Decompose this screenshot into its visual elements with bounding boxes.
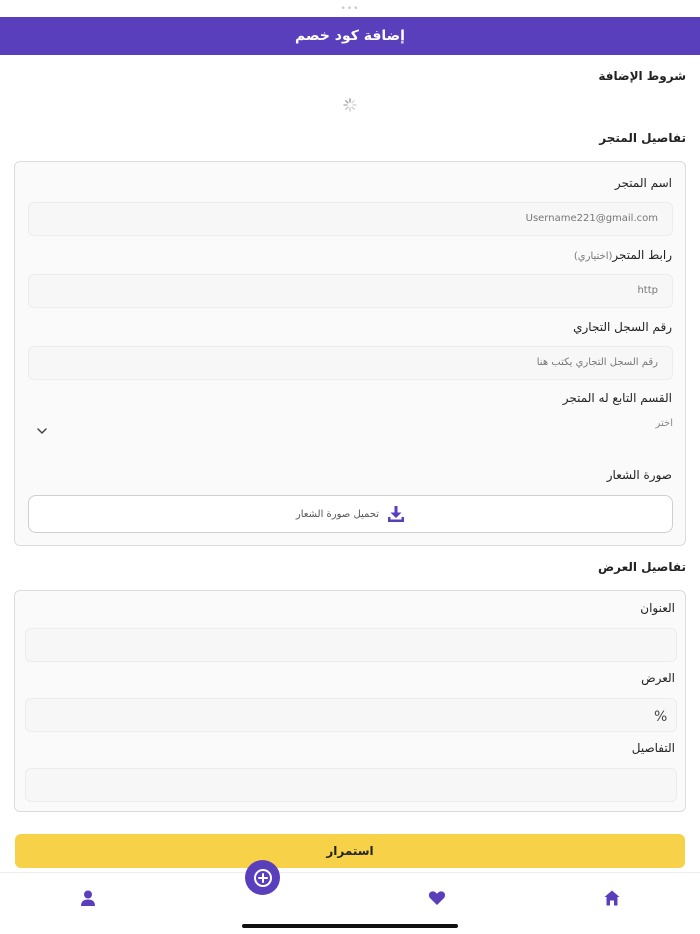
home-indicator [242,924,458,928]
download-icon [387,505,405,523]
offer-label: العرض [641,671,675,685]
store-link-label-text: رابط المتجر [612,248,672,262]
store-name-input[interactable] [28,202,673,236]
store-details-title: تفاصيل المتجر [599,131,686,145]
commercial-register-input[interactable] [28,346,673,380]
loading-spinner-icon [343,98,357,112]
store-link-input[interactable] [28,274,673,308]
details-label: التفاصيل [631,741,675,755]
page-title: إضافة كود خصم [295,28,405,44]
address-label: العنوان [640,601,675,615]
store-link-label [574,248,672,262]
store-category-label: القسم التابع له المتجر [562,391,672,405]
store-details-card [14,161,686,546]
offer-details-title: تفاصيل العرض [597,560,686,574]
store-category-value: اختر [655,418,673,429]
details-input[interactable] [25,768,677,802]
continue-label: استمرار [326,844,374,858]
offer-input[interactable] [25,698,677,732]
status-dots: ••• [340,4,360,14]
header-bar [0,17,700,55]
terms-title: شروط الإضافة [598,69,686,83]
store-name-value: Username221@gmail.com [525,213,658,224]
commercial-register-label: رقم السجل التجاري [573,320,672,334]
logo-label: صورة الشعار [606,468,672,482]
store-link-optional: (اختياري) [573,251,613,262]
store-category-select[interactable] [28,412,673,446]
continue-button[interactable] [15,834,685,868]
commercial-register-placeholder: رقم السجل التجاري يكتب هنا [536,357,658,368]
upload-logo-label: تحميل صورة الشعار [295,508,380,520]
address-input[interactable] [25,628,677,662]
heart-icon[interactable] [428,889,446,907]
plus-icon [253,868,273,888]
store-name-label: اسم المتجر [614,176,672,190]
person-icon[interactable] [79,889,97,907]
percent-sign: % [654,709,668,725]
upload-logo-button[interactable] [28,495,673,533]
chevron-down-icon [35,424,49,438]
offer-details-card [14,590,686,812]
store-link-value: http [637,285,658,296]
add-button[interactable] [245,860,280,895]
home-icon[interactable] [603,889,621,907]
